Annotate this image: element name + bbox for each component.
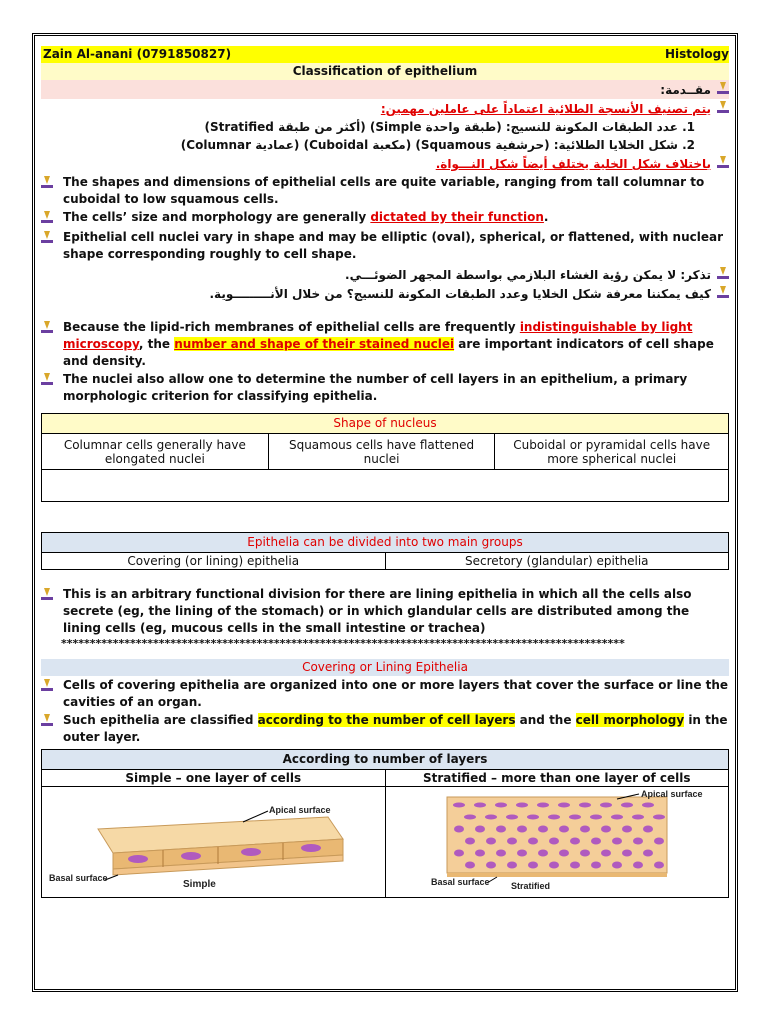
nucleus-icon [611, 815, 623, 820]
nucleus-icon [549, 862, 559, 869]
arabic-question: كيف يمكننا معرفة شكل الخلايا وعدد الطبقات المكونة للنسيج؟ من خلال الأنـــــــــوية. [41, 284, 729, 303]
bullet-icon [41, 679, 53, 693]
intro-line-2: باختلاف شكل الخلية يختلف أيضاً شكل النـــواة. [41, 154, 729, 173]
intro-heading: مقــدمة: [41, 80, 729, 99]
star-separator: ************************************************************************************************** [61, 637, 625, 650]
layers-simple-header: Simple – one layer of cells [42, 770, 386, 787]
intro-item-2: 2. شكل الخلايا الطلائية: (حرشفية Squamous) (مكعبة Cuboidal) (عمادية Columnar) [180, 138, 695, 152]
stratified-cell-mass [447, 797, 667, 873]
bullet-icon [41, 321, 53, 335]
nucleus-icon [643, 826, 653, 833]
nucleus-icon [486, 838, 496, 845]
nucleus-icon [653, 815, 665, 820]
intro-item-1: 1. عدد الطبقات المكونة للنسيج: (طبقة واحدة Simple) (أكثر من طبقة Stratified) [204, 120, 695, 134]
bullet-icon [41, 211, 53, 225]
nucleus-icon [496, 826, 506, 833]
nucleus-icon [528, 862, 538, 869]
bullet-icon [41, 231, 53, 245]
stratified-basal-label: Basal surface [430, 877, 490, 887]
nucleus-icon [516, 803, 528, 808]
page-content [41, 46, 729, 898]
nucleus-icon [517, 826, 527, 833]
nucleus-icon [538, 850, 548, 857]
bullet-icon [41, 176, 53, 190]
stratified-apical-label: Apical surface [640, 789, 703, 799]
bullet-classification: Such epithelia are classified according to the number of cell layers and the cell morphology in the outer layer. [41, 712, 729, 746]
nucleus-icon [643, 850, 653, 857]
layers-stratified-header: Stratified – more than one layer of cells [385, 770, 729, 787]
group-covering: Covering (or lining) epithelia [42, 553, 386, 570]
nucleus-icon [454, 826, 464, 833]
nucleus-icon [528, 838, 538, 845]
nucleus-icon [654, 838, 664, 845]
nucleus-icon [486, 862, 496, 869]
nucleus-icon [580, 826, 590, 833]
nucleus-icon [537, 803, 549, 808]
nucleus-icon [475, 850, 485, 857]
nucleus-cuboidal: Cuboidal or pyramidal cells have more spherical nuclei [495, 434, 729, 470]
bullet-functional-division: This is an arbitrary functional division for there are lining epithelia in which all the cells also secrete (eg, the lining of the stomach) or in which glandular cells are distributed among the lining cells (eg, mucous cells in the small intestine or trachea) [41, 586, 729, 637]
nucleus-icon [453, 803, 465, 808]
bullet-icon [41, 588, 53, 602]
nucleus-icon [654, 862, 664, 869]
nucleus-icon [621, 803, 633, 808]
nucleus-icon [590, 815, 602, 820]
groups-table-title: Epithelia can be divided into two main groups [42, 533, 729, 553]
nucleus-icon [591, 838, 601, 845]
nucleus-table-empty-row [42, 470, 729, 502]
author-label: Zain Al-anani (0791850827) [43, 47, 232, 61]
nucleus-table [41, 413, 729, 502]
bullet-icon [41, 373, 53, 387]
bullet-icon [41, 714, 53, 728]
nucleus-icon [579, 803, 591, 808]
nucleus-icon [569, 815, 581, 820]
nucleus-icon [485, 815, 497, 820]
nucleus-icon [517, 850, 527, 857]
bullet-nuclei: Epithelial cell nuclei vary in shape and may be elliptic (oval), spherical, or flattened, with nuclear shape corresponding roughly to cell shape. [41, 229, 729, 263]
bullet-membranes: Because the lipid-rich membranes of epithelial cells are frequently indistinguishable by light microscopy, the number and shape of their stained nuclei are important indicators of cell shape and density. [41, 319, 729, 370]
header-bar [41, 46, 729, 63]
bullet-icon [717, 82, 729, 96]
nucleus-icon [612, 838, 622, 845]
nucleus-icon [559, 826, 569, 833]
nucleus-icon [128, 855, 148, 863]
nucleus-icon [475, 826, 485, 833]
nucleus-icon [632, 815, 644, 820]
groups-table [41, 532, 729, 570]
nucleus-icon [580, 850, 590, 857]
nucleus-icon [633, 862, 643, 869]
simple-apical-label: Apical surface [269, 805, 331, 815]
nucleus-icon [622, 826, 632, 833]
nucleus-icon [622, 850, 632, 857]
stratified-name-label: Stratified [510, 881, 550, 891]
layers-table [41, 749, 729, 898]
nucleus-icon [507, 862, 517, 869]
nucleus-icon [591, 862, 601, 869]
bullet-icon [717, 286, 729, 300]
nucleus-icon [464, 815, 476, 820]
simple-name-label: Simple [183, 879, 217, 890]
bullet-icon [717, 101, 729, 115]
nucleus-columnar: Columnar cells generally have elongated nuclei [42, 434, 269, 470]
group-secretory: Secretory (glandular) epithelia [385, 553, 729, 570]
nucleus-icon [549, 838, 559, 845]
nucleus-icon [495, 803, 507, 808]
nucleus-icon [465, 838, 475, 845]
nucleus-icon [601, 826, 611, 833]
bullet-covering-layers: Cells of covering epithelia are organized into one or more layers that cover the surface or line the cavities of an organ. [41, 677, 729, 711]
nucleus-icon [633, 838, 643, 845]
stratified-epithelium-illustration [387, 787, 727, 897]
nucleus-icon [474, 803, 486, 808]
stratified-epithelium-cell [385, 787, 729, 898]
nucleus-icon [642, 803, 654, 808]
nucleus-squamous: Squamous cells have flattened nuclei [268, 434, 495, 470]
arabic-remember: تذكر: لا يمكن رؤية الغشاء البلازمي بواسطة المجهر الضوئـــي. [41, 265, 729, 284]
page-frame [32, 33, 738, 992]
bullet-size: The cells’ size and morphology are generally dictated by their function. [41, 209, 729, 228]
simple-epithelium-illustration [43, 787, 383, 897]
simple-epithelium-cell [42, 787, 386, 898]
nucleus-icon [612, 862, 622, 869]
bullet-layers: The nuclei also allow one to determine the number of cell layers in an epithelium, a primary morphologic criterion for classifying epithelia. [41, 371, 729, 405]
nucleus-icon [181, 852, 201, 860]
bullet-icon [717, 267, 729, 281]
nucleus-icon [601, 850, 611, 857]
nucleus-icon [241, 848, 261, 856]
bullet-icon [717, 156, 729, 170]
nucleus-icon [454, 850, 464, 857]
covering-title: Covering or Lining Epithelia [41, 659, 729, 676]
nucleus-icon [538, 826, 548, 833]
nucleus-icon [570, 838, 580, 845]
nucleus-icon [548, 815, 560, 820]
layers-table-title: According to number of layers [42, 750, 729, 770]
nucleus-icon [507, 838, 517, 845]
nucleus-icon [558, 803, 570, 808]
nucleus-icon [301, 844, 321, 852]
nucleus-icon [600, 803, 612, 808]
bullet-shapes: The shapes and dimensions of epithelial cells are quite variable, ranging from tall columnar to cuboidal to low squamous cells. [41, 174, 729, 208]
nucleus-table-title: Shape of nucleus [42, 414, 729, 434]
nucleus-icon [570, 862, 580, 869]
nucleus-icon [527, 815, 539, 820]
simple-basal-label: Basal surface [49, 873, 108, 883]
intro-line-1: يتم تصنيف الأنسجة الطلائية اعتماداً على عاملين مهمين: [41, 99, 729, 118]
nucleus-icon [506, 815, 518, 820]
nucleus-icon [496, 850, 506, 857]
subject-label: Histology [664, 47, 729, 61]
nucleus-icon [559, 850, 569, 857]
page-title: Classification of epithelium [41, 63, 729, 80]
nucleus-icon [465, 862, 475, 869]
